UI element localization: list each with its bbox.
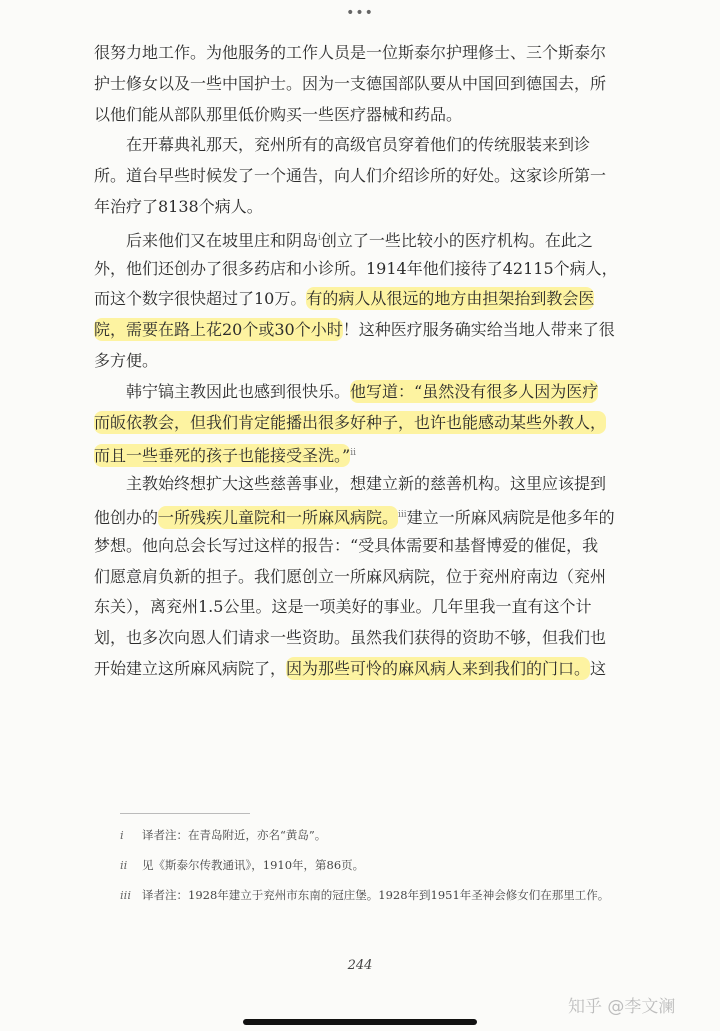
text-segment: 他创办的 bbox=[94, 507, 159, 527]
footnote-divider bbox=[120, 813, 250, 814]
footnote-marker: i bbox=[318, 232, 321, 243]
text-line bbox=[94, 161, 639, 192]
text-line bbox=[94, 69, 639, 100]
footnote-marker: iii bbox=[398, 509, 407, 520]
text-segment: 在开幕典礼那天，兖州所有的高级官员穿着他们的传统服装来到诊 bbox=[126, 135, 591, 155]
text-line bbox=[94, 408, 639, 439]
zhihu-watermark: 知乎 @李文澜 bbox=[568, 997, 676, 1017]
footnote-number: iii bbox=[120, 888, 132, 902]
text-line bbox=[94, 100, 639, 131]
text-line bbox=[94, 346, 639, 377]
text-segment: 韩宁镐主教因此也感到很快乐。 bbox=[126, 381, 351, 401]
text-line bbox=[94, 284, 639, 315]
text-segment: 所。道台早些时候发了一个通告，向人们介绍诊所的好处。这家诊所第一 bbox=[94, 166, 607, 186]
text-segment: 梦想。他向总会长写过这样的报告：“受具体需要和基督博爱的催促，我 bbox=[94, 535, 599, 555]
text-segment: 以他们能从部队那里低价购买一些医疗器械和药品。 bbox=[94, 104, 463, 124]
text-segment: 划，也多次向恩人们请求一些资助。虽然我们获得的资助不够，但我们也 bbox=[94, 628, 607, 648]
text-segment: 开始建立这所麻风病院了， bbox=[94, 658, 287, 678]
text-line bbox=[94, 223, 639, 254]
footnote-text: 译者注：在青岛附近，亦名“黄岛”。 bbox=[142, 828, 327, 842]
text-line bbox=[94, 623, 639, 654]
text-segment: 护士修女以及一些中国护士。因为一支德国部队要从中国回到德国去，所 bbox=[94, 73, 607, 93]
text-line bbox=[94, 254, 639, 285]
highlighted-text: 而皈依教会，但我们肯定能播出很多好种子，也许也能感动某些外教人， bbox=[94, 412, 607, 432]
text-line bbox=[94, 592, 639, 623]
text-line bbox=[94, 500, 639, 531]
body-text bbox=[94, 38, 639, 685]
footnote-text: 见《斯泰尔传教通讯》，1910年，第86页。 bbox=[142, 858, 365, 872]
footnote-number: i bbox=[120, 828, 124, 842]
text-segment: 外，他们还创办了很多药店和小诊所。1914年他们接待了42115个病人， bbox=[94, 258, 618, 278]
text-line bbox=[94, 469, 639, 500]
text-line bbox=[94, 192, 639, 223]
text-segment: 这 bbox=[590, 658, 607, 678]
text-line bbox=[94, 377, 639, 408]
footnote bbox=[120, 850, 640, 880]
highlighted-text: 而且一些垂死的孩子也能接受圣洗。” bbox=[94, 446, 351, 466]
highlighted-text: 一所残疾儿童院和一所麻风病院。 bbox=[158, 507, 399, 527]
more-options-icon[interactable]: ••• bbox=[346, 5, 374, 21]
text-segment: 多方便。 bbox=[94, 350, 159, 370]
footnotes bbox=[120, 820, 640, 910]
text-segment: 建立一所麻风病院是他多年的 bbox=[406, 507, 615, 527]
text-segment: 年治疗了8138个病人。 bbox=[94, 196, 263, 216]
text-line bbox=[94, 315, 639, 346]
text-line bbox=[94, 38, 639, 69]
text-segment: ！这种医疗服务确实给当地人带来了很 bbox=[342, 320, 615, 340]
home-indicator[interactable] bbox=[243, 1019, 477, 1025]
text-segment: 后来他们又在坡里庄和阴岛 bbox=[126, 230, 319, 250]
text-line bbox=[94, 438, 639, 469]
paragraph bbox=[94, 130, 639, 222]
text-segment: 而这个数字很快超过了10万。 bbox=[94, 289, 307, 309]
page-number: 244 bbox=[347, 958, 373, 973]
paragraph bbox=[94, 377, 639, 469]
footnote-text: 译者注：1928年建立于兖州市东南的冠庄堡。1928年到1951年圣神会修女们在那里工作。 bbox=[142, 888, 610, 902]
highlighted-text: 有的病人从很远的地方由担架抬到教会医 bbox=[306, 289, 595, 309]
text-segment: 主教始终想扩大这些慈善事业，想建立新的慈善机构。这里应该提到 bbox=[126, 474, 607, 494]
text-line bbox=[94, 531, 639, 562]
footnote-marker: ii bbox=[350, 448, 356, 459]
footnote-number: ii bbox=[120, 858, 128, 872]
text-line bbox=[94, 654, 639, 685]
paragraph bbox=[94, 469, 639, 685]
text-segment: 东关），离兖州1.5公里。这是一项美好的事业。几年里我一直有这个计 bbox=[94, 597, 592, 617]
text-segment: 很努力地工作。为他服务的工作人员是一位斯泰尔护理修士、三个斯泰尔 bbox=[94, 43, 607, 62]
text-segment: 创立了一些比较小的医疗机构。在此之 bbox=[320, 230, 593, 250]
highlighted-text: 因为那些可怜的麻风病人来到我们的门口。 bbox=[286, 658, 591, 678]
text-line bbox=[94, 562, 639, 593]
footnote bbox=[120, 880, 640, 910]
highlighted-text: 他写道：“虽然没有很多人因为医疗 bbox=[350, 381, 599, 401]
footnote bbox=[120, 820, 640, 850]
highlighted-text: 院，需要在路上花20个或30个小时 bbox=[94, 320, 343, 340]
paragraph bbox=[94, 38, 639, 130]
text-segment: 们愿意肩负新的担子。我们愿创立一所麻风病院，位于兖州府南边（兖州 bbox=[94, 566, 607, 586]
text-line bbox=[94, 130, 639, 161]
paragraph bbox=[94, 223, 639, 377]
